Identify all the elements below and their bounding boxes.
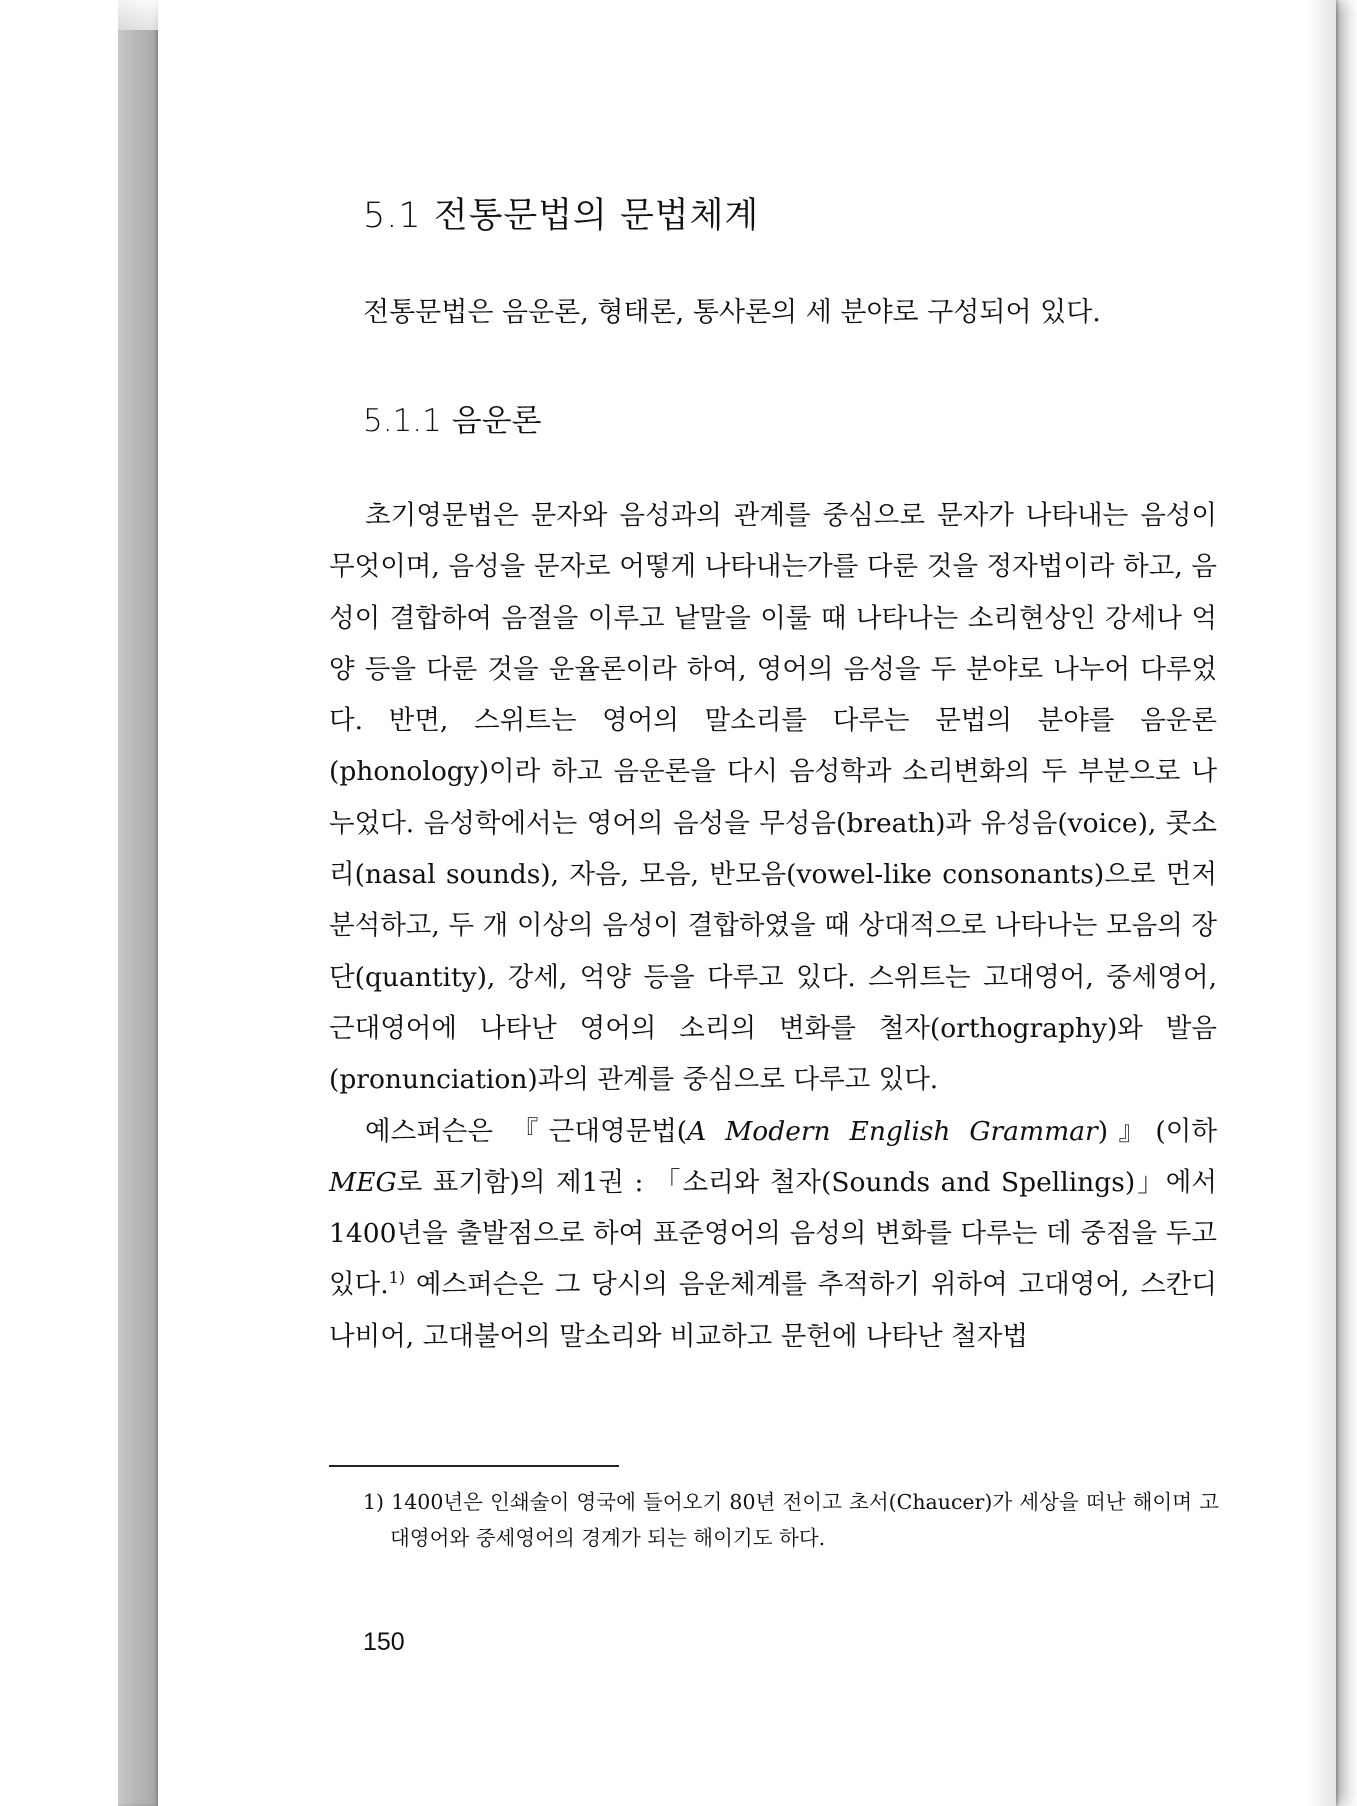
book-page — [158, 0, 1336, 1806]
body-text — [329, 490, 1217, 1362]
paragraph-2-lead: 예스퍼슨은 『근대영문법( — [365, 1115, 688, 1147]
book-spine-corner — [118, 0, 158, 30]
book-title: A Modern English Grammar — [687, 1115, 1098, 1147]
intro-sentence: 전통문법은 음운론, 형태론, 통사론의 세 분야로 구성되어 있다. — [363, 297, 1101, 328]
page-number: 150 — [363, 1628, 405, 1656]
paragraph-1: 초기영문법은 문자와 음성과의 관계를 중심으로 문자가 나타내는 음성이 무엇이며, 음성을 문자로 어떻게 나타내는가를 다룬 것을 정자법이라 하고, 음성이 결합하여 음절을 이루고 낱말을 이룰 때 나타나는 소리현상인 강세나 억양 등을 다룬 것을 운율론이라 하여, 영어의 음성을 두 분야로 나누어 다루었다. 반면, 스위트는 영어의 말소리를 다루는 문법의 분야를 음운론(phonology)이라 하고 음운론을 다시 음성학과 소리변화의 두 부분으로 나누었다. 음성학에서는 영어의 음성을 무성음(breath)과 유성음(voice), 콧소리(nasal sounds), 자음, 모음, 반모음(vowel-like consonants)으로 먼저 분석하고, 두 개 이상의 음성이 결합하였을 때 상대적으로 나타나는 모음의 장단(quantity), 강세, 억양 등을 다루고 있다. 스위트는 고대영어, 중세영어, 근대영어에 나타난 영어의 소리의 변화를 철자(orthography)와 발음(pronunciation)과의 관계를 중심으로 다루고 있다. — [329, 500, 1217, 1096]
paragraph-2-mid1: )』(이하 — [1097, 1115, 1217, 1147]
book-spine — [118, 0, 159, 1806]
section-title: 5.1 전통문법의 문법체계 — [363, 196, 760, 236]
book-abbreviation: MEG — [329, 1166, 397, 1198]
paragraph-2 — [329, 1106, 1217, 1362]
footnote: 1) 1400년은 인쇄술이 영국에 들어오기 80년 전이고 초서(Chaucer)가 세상을 떠난 해이며 고대영어와 중세영어의 경계가 되는 해이기도 하다. — [363, 1490, 1219, 1550]
paragraph-2-tail: 예스퍼슨은 그 당시의 음운체계를 추적하기 위하여 고대영어, 스칸디나비어, 고대불어의 말소리와 비교하고 문헌에 나타난 철자법 — [329, 1269, 1217, 1352]
subsection-title: 5.1.1 음운론 — [363, 403, 542, 439]
footnote-divider — [329, 1465, 619, 1467]
footnote-marker[interactable]: 1) — [388, 1268, 406, 1288]
page-edge-shadow — [1306, 0, 1336, 1806]
paragraph-2-mid2: 로 표기함)의 제1권 : 「소리와 철자(Sounds and Spellings)」에서 1400년을 출발점으로 하여 표준영어의 음성의 변화를 다루는 데 중점을 두고 있다. — [329, 1166, 1217, 1301]
